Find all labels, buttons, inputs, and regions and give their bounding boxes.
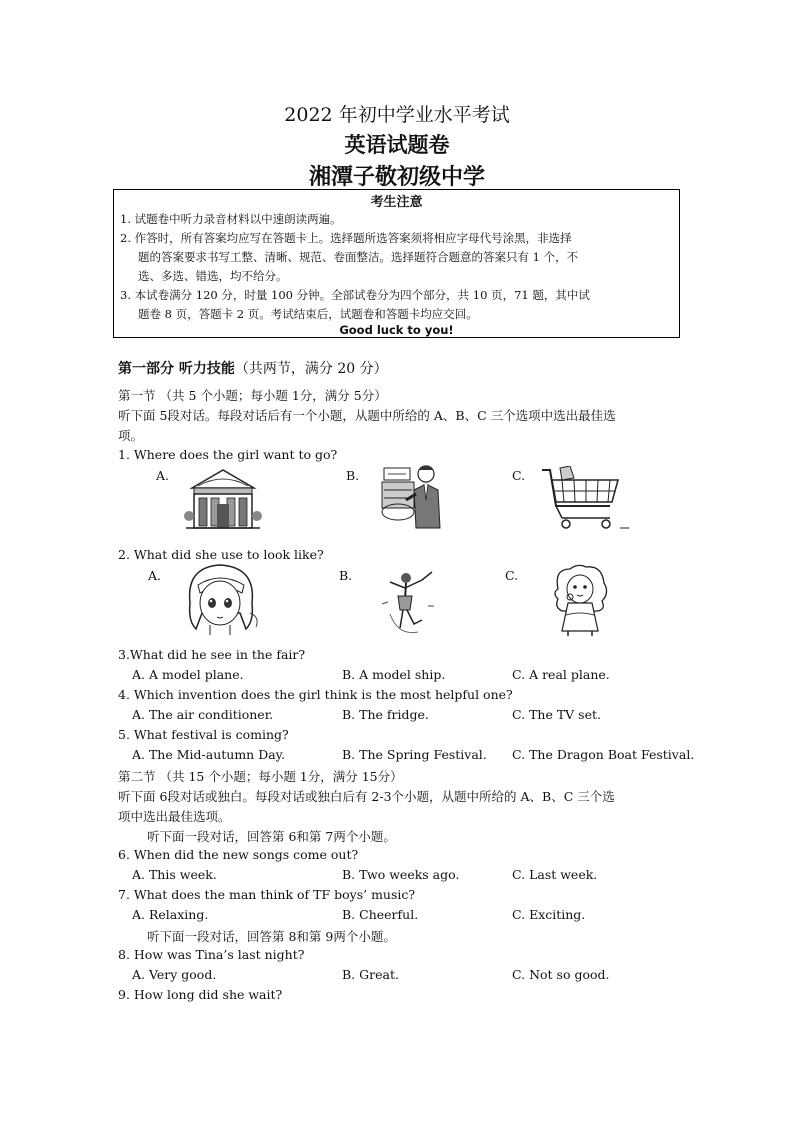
bank-clerk-picture <box>378 460 446 532</box>
q8-option-c: C. Not so good. <box>512 967 610 982</box>
question-8: 8. How was Tina’s last night? <box>118 947 305 962</box>
notice-line: 3. 本试卷满分 120 分，时量 100 分钟。全部试卷分为四个部分，共 10 页，71 题，其中试 <box>120 288 590 302</box>
q3-option-c: C. A real plane. <box>512 667 610 682</box>
girl-short-hair-picture <box>180 563 262 637</box>
notice-line: 题的答案要求书写工整、清晰、规范、卷面整洁。选择题符合题意的答案只有 1 个，不 <box>138 250 579 264</box>
notice-line: 2. 作答时，所有答案均应写在答题卡上。选择题所选答案须将相应字母代号涂黑，非选择 <box>120 231 572 245</box>
part1-title-note: （共两节，满分 20 分） <box>234 361 388 377</box>
curly-hair-girl-picture <box>550 563 612 637</box>
question-6: 6. When did the new songs come out? <box>118 847 359 862</box>
question-3: 3.What did he see in the fair? <box>118 647 306 662</box>
q7-option-c: C. Exciting. <box>512 907 586 922</box>
school-name: 湘潭子敬初级中学 <box>308 164 485 190</box>
section2-instruction-cont: 项中选出最佳选项。 <box>118 809 231 824</box>
q1-option-a: A. <box>156 468 170 483</box>
notice-line: 1. 试题卷中听力录音材料以中速朗读两遍。 <box>120 212 342 226</box>
notice-heading: 考生注意 <box>370 195 423 210</box>
question-9: 9. How long did she wait? <box>118 987 283 1002</box>
question-5: 5. What festival is coming? <box>118 727 289 742</box>
question-7: 7. What does the man think of TF boys’ music? <box>118 887 416 902</box>
question-1: 1. Where does the girl want to go? <box>118 447 338 462</box>
q6-option-c: C. Last week. <box>512 867 598 882</box>
q6-option-b: B. Two weeks ago. <box>342 867 460 882</box>
q4-option-c: C. The TV set. <box>512 707 601 722</box>
q6-option-a: A. This week. <box>132 867 217 882</box>
q2-option-c: C. <box>505 568 519 583</box>
q8-option-b: B. Great. <box>342 967 399 982</box>
section1-instruction-cont: 项。 <box>118 428 144 443</box>
q3-option-a: A. A model plane. <box>132 667 244 682</box>
q1-option-b: B. <box>346 468 360 483</box>
q4-option-a: A. The air conditioner. <box>132 707 274 722</box>
section2-title: 第二节 （共 15 个小题；每小题 1分，满分 15分） <box>118 769 403 784</box>
q1-option-c: C. <box>512 468 526 483</box>
dialog-instruction-6-7: 听下面一段对话，回答第 6和第 7两个小题。 <box>147 829 396 844</box>
exam-subject: 英语试题卷 <box>344 132 450 157</box>
question-4: 4. Which invention does the girl think is the most helpful one? <box>118 687 513 702</box>
section1-title: 第一节 （共 5 个小题；每小题 1分，满分 5分） <box>118 388 387 403</box>
part1-title: 第一部分 听力技能 <box>118 361 235 377</box>
dialog-instruction-8-9: 听下面一段对话，回答第 8和第 9两个小题。 <box>147 929 396 944</box>
q7-option-a: A. Relaxing. <box>132 907 209 922</box>
exam-title: 2022 年初中学业水平考试 <box>284 104 510 126</box>
good-luck-text: Good luck to you! <box>339 323 454 337</box>
q8-option-a: A. Very good. <box>132 967 217 982</box>
section2-instruction: 听下面 6段对话或独白。每段对话或独白后有 2-3个小题，从题中所给的 A、B、C 三个选 <box>118 789 615 804</box>
q5-option-c: C. The Dragon Boat Festival. <box>512 747 695 762</box>
shopping-cart-picture <box>540 466 630 530</box>
notice-line: 题卷 8 页，答题卡 2 页。考试结束后，试题卷和答题卡均应交回。 <box>138 307 478 321</box>
notice-box <box>113 189 680 338</box>
notice-line: 选、多选、错选，均不给分。 <box>138 269 288 283</box>
question-2: 2. What did she use to look like? <box>118 547 324 562</box>
q5-option-b: B. The Spring Festival. <box>342 747 487 762</box>
q3-option-b: B. A model ship. <box>342 667 446 682</box>
q5-option-a: A. The Mid-autumn Day. <box>132 747 286 762</box>
q4-option-b: B. The fridge. <box>342 707 429 722</box>
q2-option-a: A. <box>148 568 162 583</box>
q7-option-b: B. Cheerful. <box>342 907 419 922</box>
section1-instruction: 听下面 5段对话。每段对话后有一个小题，从题中所给的 A、B、C 三个选项中选出最佳选 <box>118 408 616 423</box>
q2-option-b: B. <box>339 568 353 583</box>
building-picture <box>184 466 262 532</box>
dancing-girl-picture <box>378 566 438 638</box>
part1-heading <box>118 358 388 378</box>
